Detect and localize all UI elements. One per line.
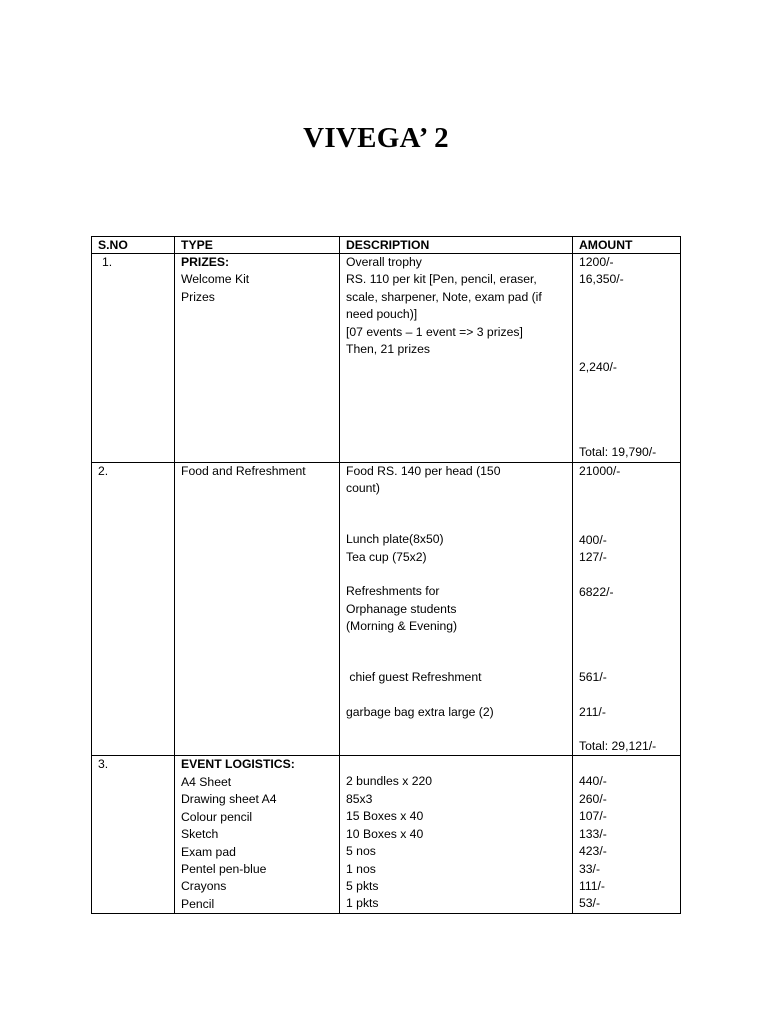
table-header-row xyxy=(92,237,681,254)
row3-desc-line: 1 pkts xyxy=(346,896,379,911)
row1-desc-line: [07 events – 1 event => 3 prizes] xyxy=(346,324,523,339)
row3-item: Crayons xyxy=(181,879,227,894)
row1-description xyxy=(340,254,573,463)
row1-amount-value: 16,350/- xyxy=(579,272,624,287)
row2-amount xyxy=(573,462,681,756)
row3-description xyxy=(340,756,573,914)
row2-description xyxy=(340,462,573,756)
row2-type xyxy=(175,462,340,756)
budget-table xyxy=(91,236,681,914)
row1-type-item: Prizes xyxy=(181,289,215,304)
document-title: VIVEGA’ 2 xyxy=(303,122,449,154)
row1-type-item: Welcome Kit xyxy=(181,272,250,287)
row3-desc-line: 2 bundles x 220 xyxy=(346,774,433,789)
row2-amount-value: 211/- xyxy=(579,704,606,719)
table-row xyxy=(92,462,681,756)
row1-type xyxy=(175,254,340,463)
row1-total: Total: 19,790/- xyxy=(579,445,657,460)
row3-amount-value: 260/- xyxy=(579,791,607,806)
row3-sno: 3. xyxy=(92,756,175,914)
row1-desc-line: RS. 110 per kit [Pen, pencil, eraser, scale, sharpener, Note, exam pad (if need pouch)] xyxy=(346,272,542,322)
header-type: TYPE xyxy=(175,237,340,254)
row3-item: Exam pad xyxy=(181,844,236,859)
row2-sno: 2. xyxy=(92,462,175,756)
row1-amount xyxy=(573,254,681,463)
row2-amount-value: 6822/- xyxy=(579,584,614,599)
row3-amount-value: 440/- xyxy=(579,774,607,789)
row3-item: Pencil xyxy=(181,896,215,911)
row3-type xyxy=(175,756,340,914)
row3-desc-line: 10 Boxes x 40 xyxy=(346,826,424,841)
row1-amount-value: 2,240/- xyxy=(579,359,617,374)
row3-type-heading: EVENT LOGISTICS: xyxy=(181,757,295,772)
row3-item: A4 Sheet xyxy=(181,774,232,789)
row1-desc-line: Overall trophy xyxy=(346,255,422,269)
row3-amount xyxy=(573,756,681,914)
row3-desc-line: 5 nos xyxy=(346,844,376,859)
row2-desc-line: Refreshments for Orphanage students (Morning & Evening) xyxy=(346,584,458,634)
row2-desc-line: chief guest Refreshment xyxy=(346,670,482,685)
row1-type-heading: PRIZES: xyxy=(181,255,230,269)
row3-desc-line: 5 pkts xyxy=(346,878,379,893)
header-sno: S.NO xyxy=(92,237,175,254)
row3-amount-value: 107/- xyxy=(579,809,607,824)
row1-sno: 1. xyxy=(92,254,175,463)
row3-item: Colour pencil xyxy=(181,809,253,824)
row3-item: Drawing sheet A4 xyxy=(181,792,277,807)
row3-amount-value: 423/- xyxy=(579,844,607,859)
row1-amount-value: 1200/- xyxy=(579,255,614,269)
row3-amount-value: 33/- xyxy=(579,861,601,876)
header-description: DESCRIPTION xyxy=(340,237,573,254)
table-row xyxy=(92,756,681,914)
row2-desc-line: Lunch plate(8x50) xyxy=(346,532,444,547)
table-row xyxy=(92,254,681,463)
row2-amount-value: 127/- xyxy=(579,550,607,565)
row3-item: Sketch xyxy=(181,827,219,842)
row3-desc-line: 1 nos xyxy=(346,861,376,876)
row3-item: Pentel pen-blue xyxy=(181,861,267,876)
row3-amount-value: 133/- xyxy=(579,826,607,841)
row3-desc-line: 15 Boxes x 40 xyxy=(346,809,424,824)
row2-amount-value: 561/- xyxy=(579,670,607,685)
row2-amount-value: 400/- xyxy=(579,533,607,548)
row3-amount-value: 53/- xyxy=(579,896,601,911)
row2-amount-value: 21000/- xyxy=(579,463,621,478)
row2-desc-line: garbage bag extra large (2) xyxy=(346,704,494,719)
row3-desc-line: 85x3 xyxy=(346,791,373,806)
header-amount: AMOUNT xyxy=(573,237,681,254)
row3-amount-value: 111/- xyxy=(579,878,605,893)
row2-desc-line: Food RS. 140 per head (150 count) xyxy=(346,463,501,496)
row2-desc-line: Tea cup (75x2) xyxy=(346,549,427,564)
row1-desc-line: Then, 21 prizes xyxy=(346,342,431,357)
row2-type-label: Food and Refreshment xyxy=(181,463,306,478)
row2-total: Total: 29,121/- xyxy=(579,739,657,754)
